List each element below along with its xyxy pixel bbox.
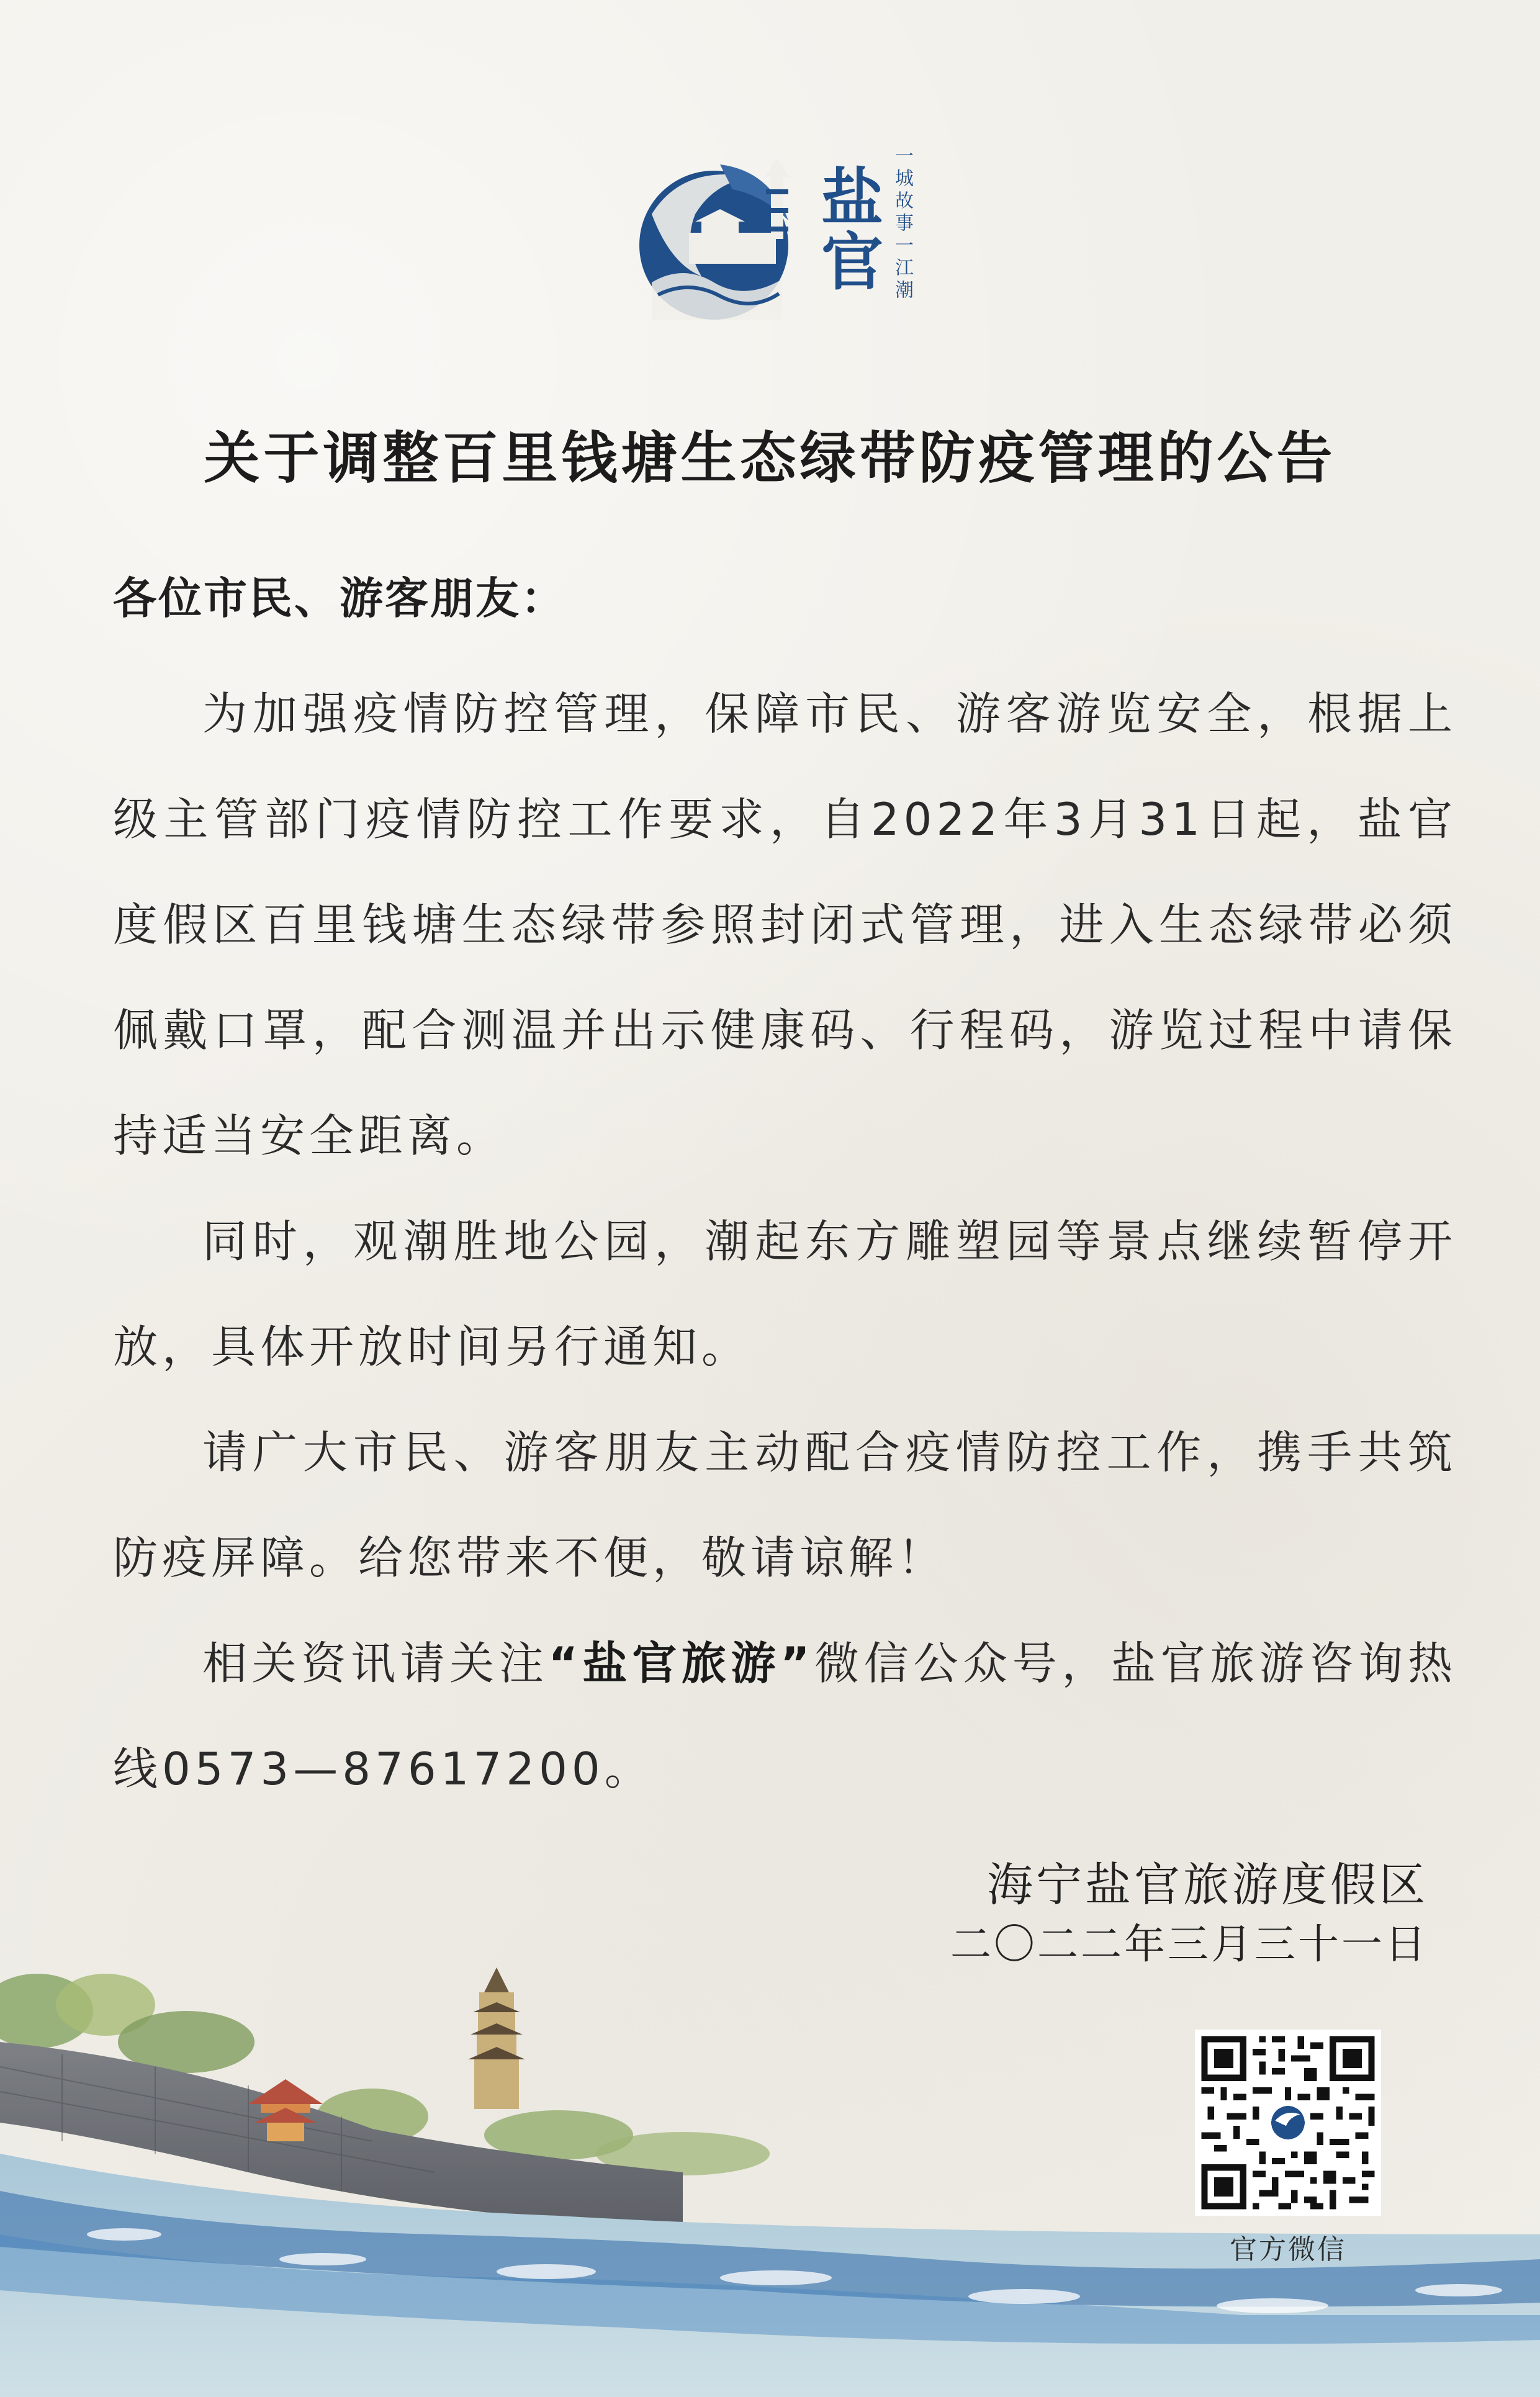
issuing-organization: 海宁盐官旅游度假区 <box>987 1858 1428 1912</box>
page-title: 关于调整百里钱塘生态绿带防疫管理的公告 <box>204 426 1336 491</box>
paragraph-4 <box>113 1611 1457 1822</box>
qr-caption: 官方微信 <box>1230 2234 1346 2265</box>
announcement-body <box>113 661 1457 1822</box>
paragraph-1: 为加强疫情防控管理，保障市民、游客游览安全，根据上级主管部门疫情防控工作要求，自2022年3月31日起，盐官度假区百里钱塘生态绿带参照封闭式管理，进入生态绿带必须佩戴口罩，配合测温并出示健康码、行程码，游览过程中请保持适当安全距离。 <box>113 688 1457 1162</box>
paragraph-4-lead: 相关资讯请关注 <box>202 1637 549 1689</box>
paragraph-4-tail: 微信公众号，盐官旅游咨询热线0573—87617200。 <box>113 1637 1457 1795</box>
logo-slogan: 一城故事一江潮 <box>891 146 913 302</box>
official-wechat-qr[interactable] <box>1195 2030 1381 2267</box>
paragraph-3: 请广大市民、游客朋友主动配合疫情防控工作，携手共筑防疫屏障。给您带来不便，敬请谅解！ <box>113 1426 1457 1584</box>
tidal-bore-emblem-icon <box>627 140 813 351</box>
salutation: 各位市民、游客朋友： <box>113 573 566 624</box>
yanguan-logo <box>627 140 937 351</box>
paragraph-2: 同时，观潮胜地公园，潮起东方雕塑园等景点继续暂停开放，具体开放时间另行通知。 <box>113 1215 1457 1373</box>
logo-main-text: 盐官 <box>811 164 884 294</box>
wechat-account-name: “盐官旅游” <box>548 1637 814 1689</box>
signature-block <box>950 1856 1428 1974</box>
issue-date: 二〇二二年三月三十一日 <box>950 1920 1428 1968</box>
qr-code-icon[interactable] <box>1195 2030 1381 2216</box>
